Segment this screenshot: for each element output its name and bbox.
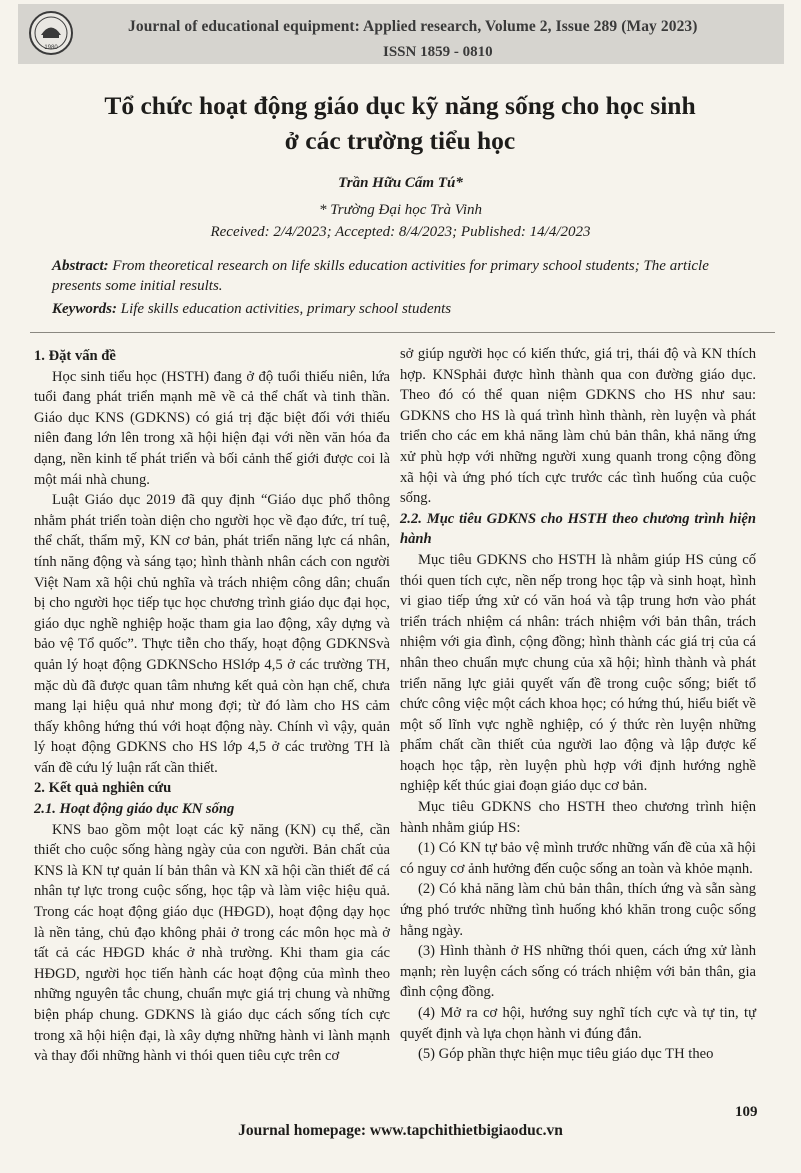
paragraph: Luật Giáo dục 2019 đã quy định “Giáo dục phổ thông nhằm phát triển toàn diện cho người học về đạo đức, trí tuệ, thể chất, thẩm mỹ, KN cơ bản, phát triển năng lực cá nhân, tính năng động và sáng tạo; hình thành nhân cách con người Việt Nam xã hội chủ nghĩa và trách nhiệm công dân; chuẩn bị cho người học tiếp tục học chương trình giáo dục đại học, giáo dục nghề nghiệp hoặc tham gia lao động, xây dựng và bảo vệ Tổ quốc”. Thực tiễn cho thấy, hoạt động GDKNSvà quản lý hoạt động GDKNScho HSlớp 4,5 ở các trường TH, mặc dù đã được quan tâm nhưng kết quả còn hạn chế, chưa mang lại hiệu quả như mong đợi; từ đó làm cho HS cảm thấy không hứng thú với hoạt động này. Chính vì vậy, quản lý hoạt động GDKNS cho HS lớp 4,5 ở các trường TH là vấn đề cứu lý luận rất cần thiết.: [34, 492, 390, 776]
journal-homepage: Journal homepage: www.tapchithietbigiaoduc.vn: [238, 1122, 563, 1139]
paragraph: Mục tiêu GDKNS cho HSTH là nhằm giúp HS củng cố thói quen tích cực, nền nếp trong học tập và sinh hoạt, hình vi giao tiếp ứng xử có văn hoá và tập trung hơn vào phát triển trách nhiệm cá nhân: trách nhiệm với bản thân, trách nhiệm với gia đình, cộng đồng; hình thành các giá trị của cá nhân theo chuẩn mực chung của xã hội; hình thành và phát triển năng lực giải quyết vấn đề trong cuộc sống; biết tổ chức công việc một cách khoa học; có hứng thú, hiểu biết về một số lĩnh vực nghề nghiệp, có ý thức rèn luyện những phẩm chất cần thiết của người lao động và lập được kế hoạch học tập, rèn luyện phù hợp với định hướng nghề nghiệp kết thúc giai đoạn giáo dục cơ bản.: [400, 551, 756, 795]
publication-dates: Received: 2/4/2023; Accepted: 8/4/2023; Published: 14/4/2023: [210, 224, 591, 240]
title-line-1: Tổ chức hoạt động giáo dục kỹ năng sống cho học sinh: [104, 91, 696, 120]
list-item: (5) Góp phần thực hiện mục tiêu giáo dục TH theo: [418, 1046, 714, 1063]
paragraph: sở giúp người học có kiến thức, giá trị, thái độ và KN thích hợp. KNSphải được hình thành qua con đường giáo dục. Theo đó có thể quan niệm GDKNS cho HS như sau: GDKNS cho HS là quá trình hình thành, rèn luyện và phát triển cho các em khả năng làm chủ bản thân, khả năng ứng xử phù hợp với những người xung quanh trong cộng đồng xã hội và ứng phó tích cực trước các tình huống của cuộc sống.: [400, 346, 756, 507]
right-column: [400, 344, 756, 1065]
keywords-label: Keywords:: [52, 301, 117, 317]
issn: ISSN 1859 - 0810: [383, 44, 493, 60]
paragraph: Mục tiêu GDKNS cho HSTH theo chương trình hiện hành nhằm giúp HS:: [400, 799, 756, 836]
abstract-text: From theoretical research on life skills education activities for primary school students; The article presents some initial results.: [52, 258, 709, 294]
affiliation: * Trường Đại học Trà Vinh: [318, 202, 482, 218]
svg-text:1980: 1980: [44, 45, 58, 51]
journal-header: [18, 4, 784, 64]
keywords: [52, 301, 752, 318]
journal-logo-icon: [28, 10, 74, 56]
abstract-label: Abstract:: [52, 258, 109, 274]
list-item: (1) Có KN tự bảo vệ mình trước những vấn đề của xã hội có nguy cơ ảnh hưởng đến cuộc sống an toàn và khỏe mạnh.: [400, 840, 756, 877]
article-title: [40, 88, 760, 158]
abstract: [52, 256, 752, 296]
author: Trần Hữu Cẩm Tú*: [338, 175, 463, 191]
title-line-2: ở các trường tiểu học: [284, 126, 516, 155]
section-heading: 2. Kết quả nghiên cứu: [34, 780, 172, 797]
keywords-text: Life skills education activities, primary school students: [120, 301, 452, 317]
divider: [30, 332, 775, 333]
subsection-heading: 2.1. Hoạt động giáo dục KN sống: [34, 801, 235, 818]
list-item: (2) Có khả năng làm chủ bản thân, thích ứng và sẵn sàng ứng phó trước những tình huống khó khăn trong cuộc sống hằng ngày.: [400, 881, 756, 939]
list-item: (4) Mở ra cơ hội, hướng suy nghĩ tích cực và tự tin, tự quyết định và lựa chọn hành vi đúng đắn.: [400, 1005, 756, 1042]
page-number: 109: [735, 1104, 758, 1120]
journal-citation: Journal of educational equipment: Applied research, Volume 2, Issue 289 (May 2023): [128, 18, 698, 35]
section-heading: 1. Đặt vấn đề: [34, 348, 116, 364]
left-column: [34, 346, 390, 1067]
paragraph: Học sinh tiểu học (HSTH) đang ở độ tuổi thiếu niên, lứa tuổi đang phát triển mạnh mẽ về cả thể chất và tinh thần. Giáo dục KNS (GDKNS) có giá trị đặc biệt đối với thiếu niên đang lớn lên trong xã hội hiện đại với nền văn hóa đa dạng, nền kinh tế phát triển và bối cảnh thế giới được coi là một mái nhà chung.: [34, 368, 390, 488]
paragraph: KNS bao gồm một loạt các kỹ năng (KN) cụ thể, cần thiết cho cuộc sống hàng ngày của con người. Bản chất của KNS là KN tự quản lí bản thân và KN xã hội cần thiết để cá nhân tự lực trong cuộc sống, học tập và làm việc hiệu quả. Trong các hoạt động giáo dục (HĐGD), hoạt động dạy học là nền tảng, chủ đạo không phải ở trong các môn học mà ở tất cả các HĐGD khác ở nhà trường. Khi tham gia các HĐGD, người học tiến hành các hoạt động của mình theo những nguyên tắc chung, chuẩn mực giá trị chung và những biện pháp chung. GDKNS là giáo dục cách sống tích cực trong xã hội hiện đại, là xây dựng những hành vi lành mạnh và thay đổi những hành vi thói quen tiêu cực trên cơ: [34, 821, 390, 1065]
subsection-heading: 2.2. Mục tiêu GDKNS cho HSTH theo chương trình hiện hành: [400, 510, 756, 548]
list-item: (3) Hình thành ở HS những thói quen, cách ứng xử lành mạnh; rèn luyện cách sống có trách nhiệm với bản thân, gia đình cộng đồng.: [400, 943, 756, 1001]
